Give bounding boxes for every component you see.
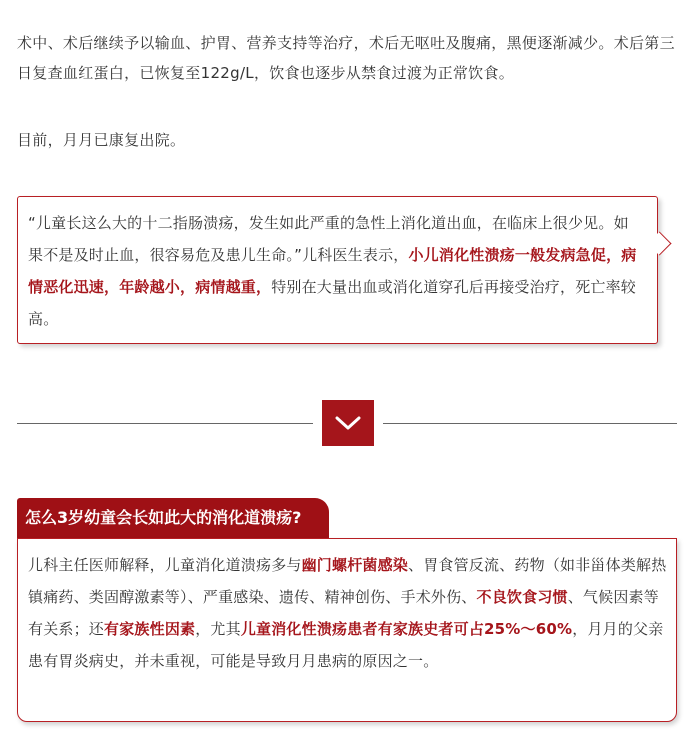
intro-paragraph-discharged: 目前，月月已康复出院。 (17, 131, 186, 149)
quote-text (28, 207, 643, 335)
quote-text-part2: 特别在大量出血或消化道穿孔后再接受治疗，死亡率较高。 (28, 278, 637, 328)
quote-highlight: 小儿消化性溃疡一般发病急促，病情恶化迅速，年龄越小，病情越重， (28, 246, 637, 296)
section-text-5: ，月月的父亲患有胃炎病史，并未重视，可能是导致月月患病的原因之一。 (28, 620, 664, 670)
section-text-4: ，尤其 (195, 620, 241, 638)
highlight-hp-infection: 幽门螺杆菌感染 (301, 556, 409, 574)
section-content-box (17, 538, 677, 722)
divider-line-left (17, 423, 313, 424)
divider-line-right (383, 423, 677, 424)
section-text (28, 549, 668, 677)
section-title: 怎么3岁幼童会长如此大的消化道溃疡? (17, 498, 329, 538)
intro-paragraph-treatment: 术中、术后继续予以输血、护胃、营养支持等治疗，术后无呕吐及腹痛，黑便逐渐减少。术后第三日复查血红蛋白，已恢复至122g/L，饮食也逐步从禁食过渡为正常饮食。 (17, 34, 675, 82)
section-text-2: 、胃食管反流、药物（如非甾体类解热镇痛药、类固醇激素等）、严重感染、遗传、精神创伤、手术外伤、 (28, 556, 667, 606)
doctor-quote-box (17, 196, 658, 344)
quote-pointer (647, 231, 671, 255)
highlight-family-history: 儿童消化性溃疡患者有家族史者可占25%～60% (240, 620, 573, 638)
section-text-1: 儿科主任医师解释，儿童消化道溃疡多与 (28, 556, 302, 574)
section-text-3: 、气候因素等有关系；还 (28, 588, 659, 638)
quote-text-part1: “儿童长这么大的十二指肠溃疡，发生如此严重的急性上消化道出血，在临床上很少见。如果不是及时止血，很容易危及患儿生命。”儿科医生表示， (28, 214, 629, 264)
highlight-family-factor: 有家族性因素 (104, 620, 196, 638)
section-divider-button (322, 400, 374, 446)
highlight-diet-habits: 不良饮食习惯 (476, 588, 568, 606)
chevron-down-icon (335, 415, 361, 431)
